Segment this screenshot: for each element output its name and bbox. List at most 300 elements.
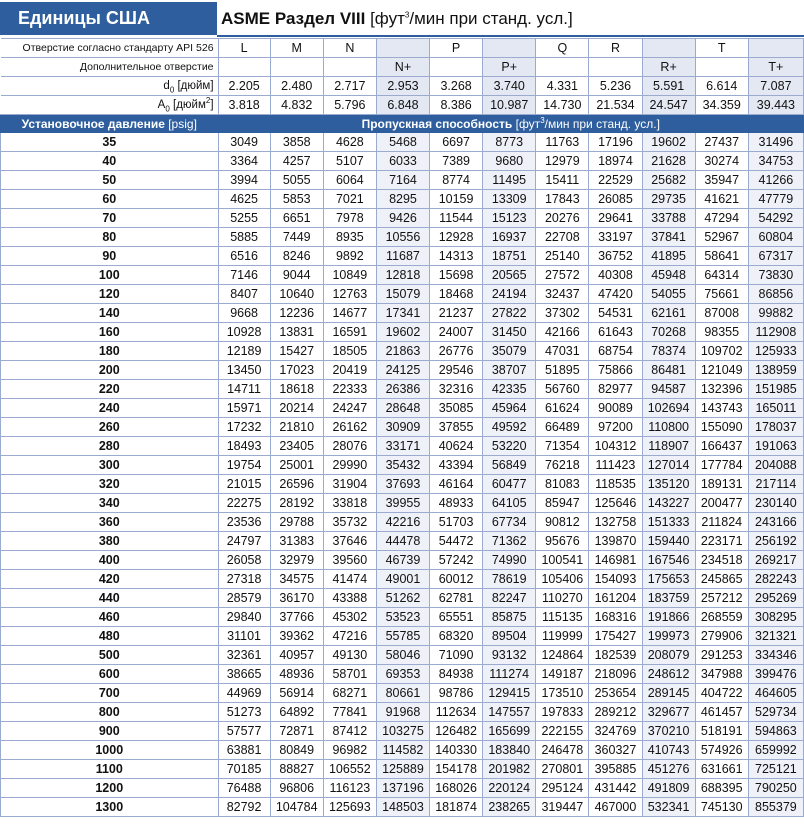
capacity-cell: 21237 xyxy=(430,304,483,323)
capacity-cell: 125693 xyxy=(323,798,376,817)
capacity-cell: 54055 xyxy=(642,285,695,304)
capacity-cell: 129415 xyxy=(483,684,536,703)
d0-cell: 2.480 xyxy=(270,77,323,96)
capacity-cell: 173510 xyxy=(536,684,589,703)
capacity-cell: 29840 xyxy=(218,608,270,627)
extra-orifice-cell xyxy=(695,58,748,77)
capacity-cell: 17341 xyxy=(376,304,429,323)
capacity-cell: 13309 xyxy=(483,190,536,209)
capacity-cell: 96806 xyxy=(270,779,323,798)
capacity-cell: 25682 xyxy=(642,171,695,190)
capacity-cell: 35432 xyxy=(376,456,429,475)
extra-orifice-cell: N+ xyxy=(376,58,429,77)
capacity-cell: 35947 xyxy=(695,171,748,190)
capacity-cell: 127014 xyxy=(642,456,695,475)
capacity-cell: 25140 xyxy=(536,247,589,266)
d0-cell: 2.953 xyxy=(376,77,429,96)
capacity-cell: 82247 xyxy=(483,589,536,608)
capacity-cell: 53220 xyxy=(483,437,536,456)
capacity-cell: 295269 xyxy=(748,589,803,608)
capacity-cell: 71090 xyxy=(430,646,483,665)
capacity-cell: 289212 xyxy=(589,703,642,722)
capacity-cell: 334346 xyxy=(748,646,803,665)
capacity-cell: 9668 xyxy=(218,304,270,323)
capacity-cell: 16591 xyxy=(323,323,376,342)
capacity-cell: 26596 xyxy=(270,475,323,494)
set-pressure-cell: 1300 xyxy=(1,798,219,817)
capacity-cell: 54531 xyxy=(589,304,642,323)
capacity-cell: 31496 xyxy=(748,133,803,152)
capacity-cell: 15411 xyxy=(536,171,589,190)
capacity-cell: 22333 xyxy=(323,380,376,399)
capacity-cell: 64892 xyxy=(270,703,323,722)
capacity-cell: 90812 xyxy=(536,513,589,532)
capacity-cell: 159440 xyxy=(642,532,695,551)
capacity-cell: 85947 xyxy=(536,494,589,513)
table-row xyxy=(1,798,804,817)
capacity-cell: 15698 xyxy=(430,266,483,285)
capacity-cell: 200477 xyxy=(695,494,748,513)
capacity-cell: 22708 xyxy=(536,228,589,247)
orifice-cell xyxy=(748,39,803,58)
capacity-cell: 32437 xyxy=(536,285,589,304)
capacity-cell: 42216 xyxy=(376,513,429,532)
capacity-cell: 18618 xyxy=(270,380,323,399)
table-row xyxy=(1,228,804,247)
capacity-cell: 10159 xyxy=(430,190,483,209)
capacity-cell: 46739 xyxy=(376,551,429,570)
d0-cell: 2.717 xyxy=(323,77,376,96)
capacity-cell: 77841 xyxy=(323,703,376,722)
orifice-row xyxy=(1,39,804,58)
a0-cell: 21.534 xyxy=(589,96,642,115)
capacity-cell: 103275 xyxy=(376,722,429,741)
title-bar xyxy=(0,0,804,37)
d0-cell: 5.591 xyxy=(642,77,695,96)
capacity-cell: 154093 xyxy=(589,570,642,589)
capacity-cell: 6697 xyxy=(430,133,483,152)
capacity-cell: 35085 xyxy=(430,399,483,418)
capacity-cell: 151333 xyxy=(642,513,695,532)
capacity-cell: 21015 xyxy=(218,475,270,494)
set-pressure-cell: 240 xyxy=(1,399,219,418)
capacity-cell: 5853 xyxy=(270,190,323,209)
capacity-cell: 53523 xyxy=(376,608,429,627)
capacity-cell: 19602 xyxy=(376,323,429,342)
capacity-cell: 12236 xyxy=(270,304,323,323)
capacity-cell: 91968 xyxy=(376,703,429,722)
capacity-cell: 28076 xyxy=(323,437,376,456)
capacity-cell: 22529 xyxy=(589,171,642,190)
capacity-cell: 49130 xyxy=(323,646,376,665)
capacity-cell: 98786 xyxy=(430,684,483,703)
table-row xyxy=(1,247,804,266)
capacity-cell: 189131 xyxy=(695,475,748,494)
capacity-cell: 47216 xyxy=(323,627,376,646)
capacity-cell: 43394 xyxy=(430,456,483,475)
table-row xyxy=(1,152,804,171)
capacity-cell: 7021 xyxy=(323,190,376,209)
set-pressure-cell: 60 xyxy=(1,190,219,209)
capacity-cell: 71362 xyxy=(483,532,536,551)
a0-label: $A_0$ [дюйм$^2$] xyxy=(1,96,219,115)
capacity-cell: 20276 xyxy=(536,209,589,228)
orifice-cell: Q xyxy=(536,39,589,58)
capacity-cell: 7146 xyxy=(218,266,270,285)
capacity-cell: 451276 xyxy=(642,760,695,779)
table-row xyxy=(1,760,804,779)
capacity-cell: 23536 xyxy=(218,513,270,532)
capacity-cell: 31450 xyxy=(483,323,536,342)
capacity-cell: 72871 xyxy=(270,722,323,741)
table-row xyxy=(1,380,804,399)
capacity-cell: 10849 xyxy=(323,266,376,285)
capacity-cell: 80849 xyxy=(270,741,323,760)
capacity-cell: 40308 xyxy=(589,266,642,285)
set-pressure-cell: 700 xyxy=(1,684,219,703)
capacity-cell: 22275 xyxy=(218,494,270,513)
capacity-cell: 40624 xyxy=(430,437,483,456)
table-row xyxy=(1,741,804,760)
capacity-cell: 15427 xyxy=(270,342,323,361)
capacity-cell: 43388 xyxy=(323,589,376,608)
capacity-cell: 75866 xyxy=(589,361,642,380)
table-row xyxy=(1,399,804,418)
capacity-cell: 529734 xyxy=(748,703,803,722)
capacity-cell: 155090 xyxy=(695,418,748,437)
capacity-cell: 56849 xyxy=(483,456,536,475)
capacity-cell: 67734 xyxy=(483,513,536,532)
table-row xyxy=(1,342,804,361)
capacity-cell: 329677 xyxy=(642,703,695,722)
capacity-cell: 135120 xyxy=(642,475,695,494)
set-pressure-cell: 140 xyxy=(1,304,219,323)
capacity-cell: 45948 xyxy=(642,266,695,285)
capacity-cell: 6033 xyxy=(376,152,429,171)
capacity-cell: 26386 xyxy=(376,380,429,399)
capacity-cell: 84938 xyxy=(430,665,483,684)
capacity-cell: 11495 xyxy=(483,171,536,190)
capacity-cell: 181874 xyxy=(430,798,483,817)
capacity-cell: 94587 xyxy=(642,380,695,399)
capacity-cell: 45964 xyxy=(483,399,536,418)
capacity-cell: 125646 xyxy=(589,494,642,513)
capacity-cell: 24194 xyxy=(483,285,536,304)
capacity-cell: 246478 xyxy=(536,741,589,760)
capacity-cell: 81083 xyxy=(536,475,589,494)
capacity-cell: 78374 xyxy=(642,342,695,361)
table-row xyxy=(1,665,804,684)
capacity-cell: 38707 xyxy=(483,361,536,380)
capacity-cell: 47420 xyxy=(589,285,642,304)
capacity-cell: 28648 xyxy=(376,399,429,418)
d0-cell: 4.331 xyxy=(536,77,589,96)
capacity-cell: 21863 xyxy=(376,342,429,361)
capacity-cell: 82792 xyxy=(218,798,270,817)
set-pressure-cell: 40 xyxy=(1,152,219,171)
capacity-cell: 18505 xyxy=(323,342,376,361)
capacity-cell: 66489 xyxy=(536,418,589,437)
capacity-cell: 36170 xyxy=(270,589,323,608)
capacity-cell: 102694 xyxy=(642,399,695,418)
table-row xyxy=(1,494,804,513)
set-pressure-cell: 100 xyxy=(1,266,219,285)
capacity-cell: 78619 xyxy=(483,570,536,589)
capacity-cell: 118907 xyxy=(642,437,695,456)
set-pressure-cell: 1100 xyxy=(1,760,219,779)
table-row xyxy=(1,532,804,551)
capacity-cell: 57577 xyxy=(218,722,270,741)
capacity-cell: 245865 xyxy=(695,570,748,589)
capacity-cell: 44969 xyxy=(218,684,270,703)
capacity-cell: 26085 xyxy=(589,190,642,209)
table-row xyxy=(1,646,804,665)
capacity-cell: 112908 xyxy=(748,323,803,342)
extra-orifice-label: Дополнительное отверстие xyxy=(1,58,219,77)
capacity-cell: 5255 xyxy=(218,209,270,228)
capacity-cell: 13450 xyxy=(218,361,270,380)
table-row xyxy=(1,285,804,304)
capacity-cell: 223171 xyxy=(695,532,748,551)
extra-orifice-row xyxy=(1,58,804,77)
capacity-cell: 410743 xyxy=(642,741,695,760)
capacity-cell: 23405 xyxy=(270,437,323,456)
capacity-cell: 12979 xyxy=(536,152,589,171)
capacity-cell: 65551 xyxy=(430,608,483,627)
capacity-cell: 37693 xyxy=(376,475,429,494)
a0-cell: 10.987 xyxy=(483,96,536,115)
capacity-cell: 168026 xyxy=(430,779,483,798)
capacity-cell: 12818 xyxy=(376,266,429,285)
capacity-cell: 26058 xyxy=(218,551,270,570)
capacity-cell: 208079 xyxy=(642,646,695,665)
capacity-cell: 16937 xyxy=(483,228,536,247)
table-row xyxy=(1,513,804,532)
capacity-cell: 46164 xyxy=(430,475,483,494)
capacity-cell: 67317 xyxy=(748,247,803,266)
capacity-cell: 10556 xyxy=(376,228,429,247)
capacity-cell: 33818 xyxy=(323,494,376,513)
capacity-cell: 248612 xyxy=(642,665,695,684)
a0-cell: 4.832 xyxy=(270,96,323,115)
capacity-cell: 243166 xyxy=(748,513,803,532)
capacity-cell: 32316 xyxy=(430,380,483,399)
capacity-cell: 11763 xyxy=(536,133,589,152)
capacity-cell: 268559 xyxy=(695,608,748,627)
capacity-cell: 26776 xyxy=(430,342,483,361)
capacity-cell: 88827 xyxy=(270,760,323,779)
orifice-cell xyxy=(642,39,695,58)
section-band xyxy=(1,115,804,133)
a0-cell: 5.796 xyxy=(323,96,376,115)
capacity-cell: 9892 xyxy=(323,247,376,266)
capacity-cell: 35079 xyxy=(483,342,536,361)
capacity-cell: 220124 xyxy=(483,779,536,798)
capacity-cell: 360327 xyxy=(589,741,642,760)
capacity-cell: 41621 xyxy=(695,190,748,209)
capacity-cell: 177784 xyxy=(695,456,748,475)
capacity-cell: 132758 xyxy=(589,513,642,532)
capacity-cell: 461457 xyxy=(695,703,748,722)
capacity-cell: 688395 xyxy=(695,779,748,798)
set-pressure-cell: 180 xyxy=(1,342,219,361)
capacity-cell: 40957 xyxy=(270,646,323,665)
set-pressure-cell: 440 xyxy=(1,589,219,608)
capacity-cell: 3364 xyxy=(218,152,270,171)
capacity-cell: 289145 xyxy=(642,684,695,703)
set-pressure-cell: 500 xyxy=(1,646,219,665)
capacity-cell: 8935 xyxy=(323,228,376,247)
table-row xyxy=(1,266,804,285)
capacity-cell: 745130 xyxy=(695,798,748,817)
capacity-cell: 5055 xyxy=(270,171,323,190)
capacity-cell: 34753 xyxy=(748,152,803,171)
table-row xyxy=(1,190,804,209)
capacity-cell: 64314 xyxy=(695,266,748,285)
capacity-cell: 140330 xyxy=(430,741,483,760)
set-pressure-cell: 900 xyxy=(1,722,219,741)
capacity-cell: 28192 xyxy=(270,494,323,513)
capacity-cell: 143227 xyxy=(642,494,695,513)
capacity-cell: 11544 xyxy=(430,209,483,228)
capacity-cell: 29641 xyxy=(589,209,642,228)
capacity-cell: 48933 xyxy=(430,494,483,513)
capacity-cell: 17232 xyxy=(218,418,270,437)
capacity-cell: 42335 xyxy=(483,380,536,399)
capacity-cell: 54292 xyxy=(748,209,803,228)
orifice-cell: R xyxy=(589,39,642,58)
capacity-table xyxy=(0,38,804,817)
capacity-cell: 21628 xyxy=(642,152,695,171)
capacity-cell: 24247 xyxy=(323,399,376,418)
capacity-cell: 105406 xyxy=(536,570,589,589)
capacity-cell: 518191 xyxy=(695,722,748,741)
capacity-cell: 37302 xyxy=(536,304,589,323)
table-row xyxy=(1,551,804,570)
capacity-cell: 61643 xyxy=(589,323,642,342)
capacity-cell: 110270 xyxy=(536,589,589,608)
capacity-cell: 404722 xyxy=(695,684,748,703)
capacity-cell: 5885 xyxy=(218,228,270,247)
capacity-header: Пропускная способность [фут$^3$/мин при станд. усл.] xyxy=(218,115,803,133)
orifice-cell xyxy=(376,39,429,58)
d0-cell: 6.614 xyxy=(695,77,748,96)
capacity-cell: 574926 xyxy=(695,741,748,760)
capacity-cell: 139870 xyxy=(589,532,642,551)
capacity-cell: 48936 xyxy=(270,665,323,684)
capacity-cell: 76488 xyxy=(218,779,270,798)
capacity-cell: 74990 xyxy=(483,551,536,570)
capacity-cell: 165011 xyxy=(748,399,803,418)
a0-cell: 8.386 xyxy=(430,96,483,115)
capacity-cell: 29788 xyxy=(270,513,323,532)
set-pressure-cell: 160 xyxy=(1,323,219,342)
title-underline xyxy=(217,35,804,37)
capacity-cell: 41266 xyxy=(748,171,803,190)
capacity-cell: 47779 xyxy=(748,190,803,209)
capacity-cell: 33171 xyxy=(376,437,429,456)
capacity-cell: 659992 xyxy=(748,741,803,760)
capacity-cell: 147557 xyxy=(483,703,536,722)
capacity-cell: 149187 xyxy=(536,665,589,684)
capacity-cell: 80661 xyxy=(376,684,429,703)
capacity-cell: 44478 xyxy=(376,532,429,551)
capacity-cell: 279906 xyxy=(695,627,748,646)
capacity-cell: 118535 xyxy=(589,475,642,494)
capacity-cell: 96982 xyxy=(323,741,376,760)
set-pressure-cell: 50 xyxy=(1,171,219,190)
capacity-cell: 24007 xyxy=(430,323,483,342)
capacity-cell: 111274 xyxy=(483,665,536,684)
capacity-cell: 5468 xyxy=(376,133,429,152)
capacity-cell: 291253 xyxy=(695,646,748,665)
capacity-cell: 51273 xyxy=(218,703,270,722)
capacity-cell: 126482 xyxy=(430,722,483,741)
capacity-cell: 47031 xyxy=(536,342,589,361)
set-pressure-cell: 220 xyxy=(1,380,219,399)
capacity-cell: 18974 xyxy=(589,152,642,171)
capacity-cell: 45302 xyxy=(323,608,376,627)
capacity-cell: 125889 xyxy=(376,760,429,779)
section-name: ASME Раздел VIII xyxy=(221,9,366,28)
capacity-cell: 191063 xyxy=(748,437,803,456)
capacity-cell: 395885 xyxy=(589,760,642,779)
capacity-cell: 12189 xyxy=(218,342,270,361)
capacity-cell: 5107 xyxy=(323,152,376,171)
capacity-cell: 218096 xyxy=(589,665,642,684)
capacity-cell: 49001 xyxy=(376,570,429,589)
capacity-cell: 211824 xyxy=(695,513,748,532)
a0-cell: 14.730 xyxy=(536,96,589,115)
capacity-cell: 154178 xyxy=(430,760,483,779)
capacity-cell: 100541 xyxy=(536,551,589,570)
capacity-cell: 7389 xyxy=(430,152,483,171)
table-row xyxy=(1,608,804,627)
capacity-cell: 41474 xyxy=(323,570,376,589)
d0-cell: 7.087 xyxy=(748,77,803,96)
d0-cell: 2.205 xyxy=(218,77,270,96)
orifice-label: Отверстие согласно стандарту API 526 xyxy=(1,39,219,58)
capacity-cell: 7164 xyxy=(376,171,429,190)
capacity-cell: 98355 xyxy=(695,323,748,342)
table-row xyxy=(1,323,804,342)
capacity-cell: 8246 xyxy=(270,247,323,266)
capacity-cell: 17023 xyxy=(270,361,323,380)
capacity-cell: 175653 xyxy=(642,570,695,589)
capacity-cell: 57242 xyxy=(430,551,483,570)
d0-row xyxy=(1,77,804,96)
capacity-cell: 431442 xyxy=(589,779,642,798)
capacity-cell: 19754 xyxy=(218,456,270,475)
capacity-cell: 52967 xyxy=(695,228,748,247)
orifice-cell: L xyxy=(218,39,270,58)
capacity-cell: 68754 xyxy=(589,342,642,361)
capacity-cell: 4628 xyxy=(323,133,376,152)
set-pressure-cell: 600 xyxy=(1,665,219,684)
capacity-cell: 324769 xyxy=(589,722,642,741)
capacity-cell: 62781 xyxy=(430,589,483,608)
capacity-cell: 51895 xyxy=(536,361,589,380)
set-pressure-cell: 1200 xyxy=(1,779,219,798)
extra-orifice-cell: P+ xyxy=(483,58,536,77)
capacity-cell: 15123 xyxy=(483,209,536,228)
capacity-cell: 47294 xyxy=(695,209,748,228)
set-pressure-cell: 1000 xyxy=(1,741,219,760)
capacity-cell: 197833 xyxy=(536,703,589,722)
table-row xyxy=(1,703,804,722)
capacity-cell: 124864 xyxy=(536,646,589,665)
capacity-cell: 29546 xyxy=(430,361,483,380)
